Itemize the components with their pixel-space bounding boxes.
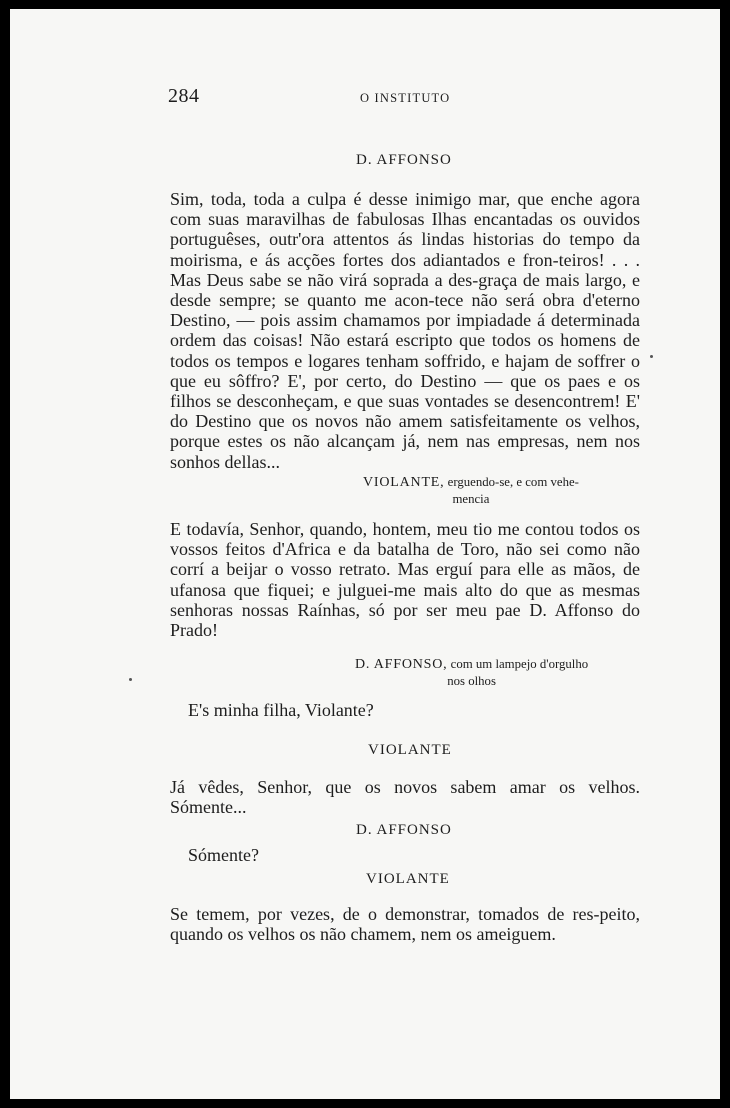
speaker-heading: VIOLANTE (366, 871, 450, 887)
speaker-heading: D. AFFONSO (356, 822, 452, 838)
stage-direction (363, 474, 579, 507)
speaker-heading: VIOLANTE (368, 742, 452, 758)
dialogue-paragraph: Se temem, por vezes, de o demonstrar, tomados de res-peito, quando os velhos os não chamem, nem os ameiguem. (170, 904, 640, 945)
stage-direction-continuation: mencia (452, 492, 490, 506)
dialogue-paragraph: Já vêdes, Senhor, que os novos sabem amar os velhos. Sómente... (170, 777, 640, 818)
dialogue-paragraph: E's minha filha, Violante? (188, 700, 374, 720)
book-page (10, 9, 720, 1099)
speaker-heading: D. AFFONSO (356, 152, 452, 168)
stage-direction-speaker: D. AFFONSO, (355, 657, 448, 672)
stage-direction-continuation: nos olhos (447, 674, 496, 688)
stage-direction-text: erguendo-se, e com vehe- (447, 475, 579, 489)
dialogue-paragraph: Sim, toda, toda a culpa é desse inimigo mar, que enche agora com suas maravilhas de fabulosas Ilhas encantadas os ouvidos portuguêses, outr'ora attentos ás lindas historias do tempo da moirisma, e ás acções fortes dos adiantados e fron-teiros! . . . Mas Deus sabe se não virá soprada a des-graça de mais largo, e desde sempre; se quanto me acon-tece não será obra d'eterno Destino, — pois assim chamamos por impiadade á determinada ordem das coisas! Não estará escripto que todos os homens de todos os tempos e logares tenham soffrido, e hajam de soffrer o que eu sôffro? E', por certo, do Destino — que os paes e os filhos se desconheçam, e que suas vontades se desencontrem! E' do Destino que os novos não amem satisfeitamente os velhos, porque estes os não alcançam já, nem nas empresas, nem nos sonhos dellas... (170, 189, 640, 472)
stage-direction (355, 656, 588, 689)
stage-direction-text: com um lampejo d'orgulho (450, 657, 589, 671)
page-number: 284 (168, 85, 200, 107)
dialogue-paragraph: Sómente? (188, 845, 259, 865)
margin-speck (650, 355, 653, 358)
stage-direction-speaker: VIOLANTE, (363, 475, 445, 490)
dialogue-paragraph: E todavía, Senhor, quando, hontem, meu tio me contou todos os vossos feitos d'Africa e da batalha de Toro, não sei como não corrí a beijar o vosso retrato. Mas erguí para elle as mãos, de ufanosa que fiquei; e julguei-me mais alto do que as mesmas senhoras nossas Raínhas, só por ser meu pae D. Affonso do Prado! (170, 519, 640, 641)
running-title: O INSTITUTO (360, 91, 451, 105)
margin-speck (129, 678, 132, 681)
